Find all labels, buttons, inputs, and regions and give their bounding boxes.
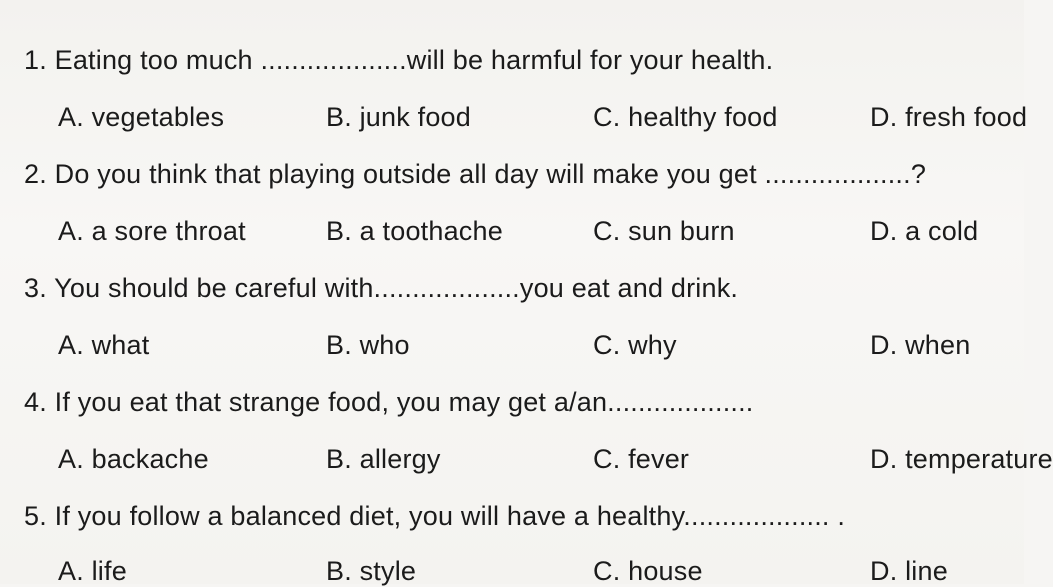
option-1b: B. junk food (326, 102, 471, 132)
option-4d: D. temperature (870, 444, 1053, 474)
option-3b: B. who (326, 330, 410, 360)
question-number: 5. (24, 501, 47, 531)
question-4 (24, 387, 754, 418)
question-text: You should be careful with...................you eat and drink. (54, 273, 739, 303)
option-5c: C. house (593, 556, 703, 586)
question-text: Do you think that playing outside all day will make you get ...................? (54, 159, 927, 189)
option-1c: C. healthy food (593, 102, 778, 132)
option-5d: D. line (870, 556, 948, 586)
question-2 (24, 159, 926, 190)
question-number: 1. (24, 45, 47, 75)
option-4a: A. backache (58, 444, 209, 474)
option-2d: D. a cold (870, 216, 979, 246)
question-number: 3. (24, 273, 47, 303)
option-4c: C. fever (593, 444, 690, 474)
option-2c: C. sun burn (593, 216, 735, 246)
option-4b: B. allergy (326, 444, 441, 474)
question-number: 4. (24, 387, 47, 417)
option-5a: A. life (58, 556, 127, 586)
option-2b: B. a toothache (326, 216, 503, 246)
question-3 (24, 273, 738, 304)
option-1d: D. fresh food (870, 102, 1028, 132)
question-1 (24, 45, 773, 76)
option-1a: A. vegetables (58, 102, 225, 132)
question-text: If you follow a balanced diet, you will have a healthy................... . (54, 501, 846, 531)
option-3a: A. what (58, 330, 150, 360)
option-2a: A. a sore throat (58, 216, 246, 246)
option-3c: C. why (593, 330, 677, 360)
question-text: If you eat that strange food, you may get a/an................... (54, 387, 754, 417)
question-text: Eating too much ...................will be harmful for your health. (54, 45, 774, 75)
question-5 (24, 501, 845, 532)
option-5b: B. style (326, 556, 417, 586)
option-3d: D. when (870, 330, 971, 360)
question-number: 2. (24, 159, 47, 189)
